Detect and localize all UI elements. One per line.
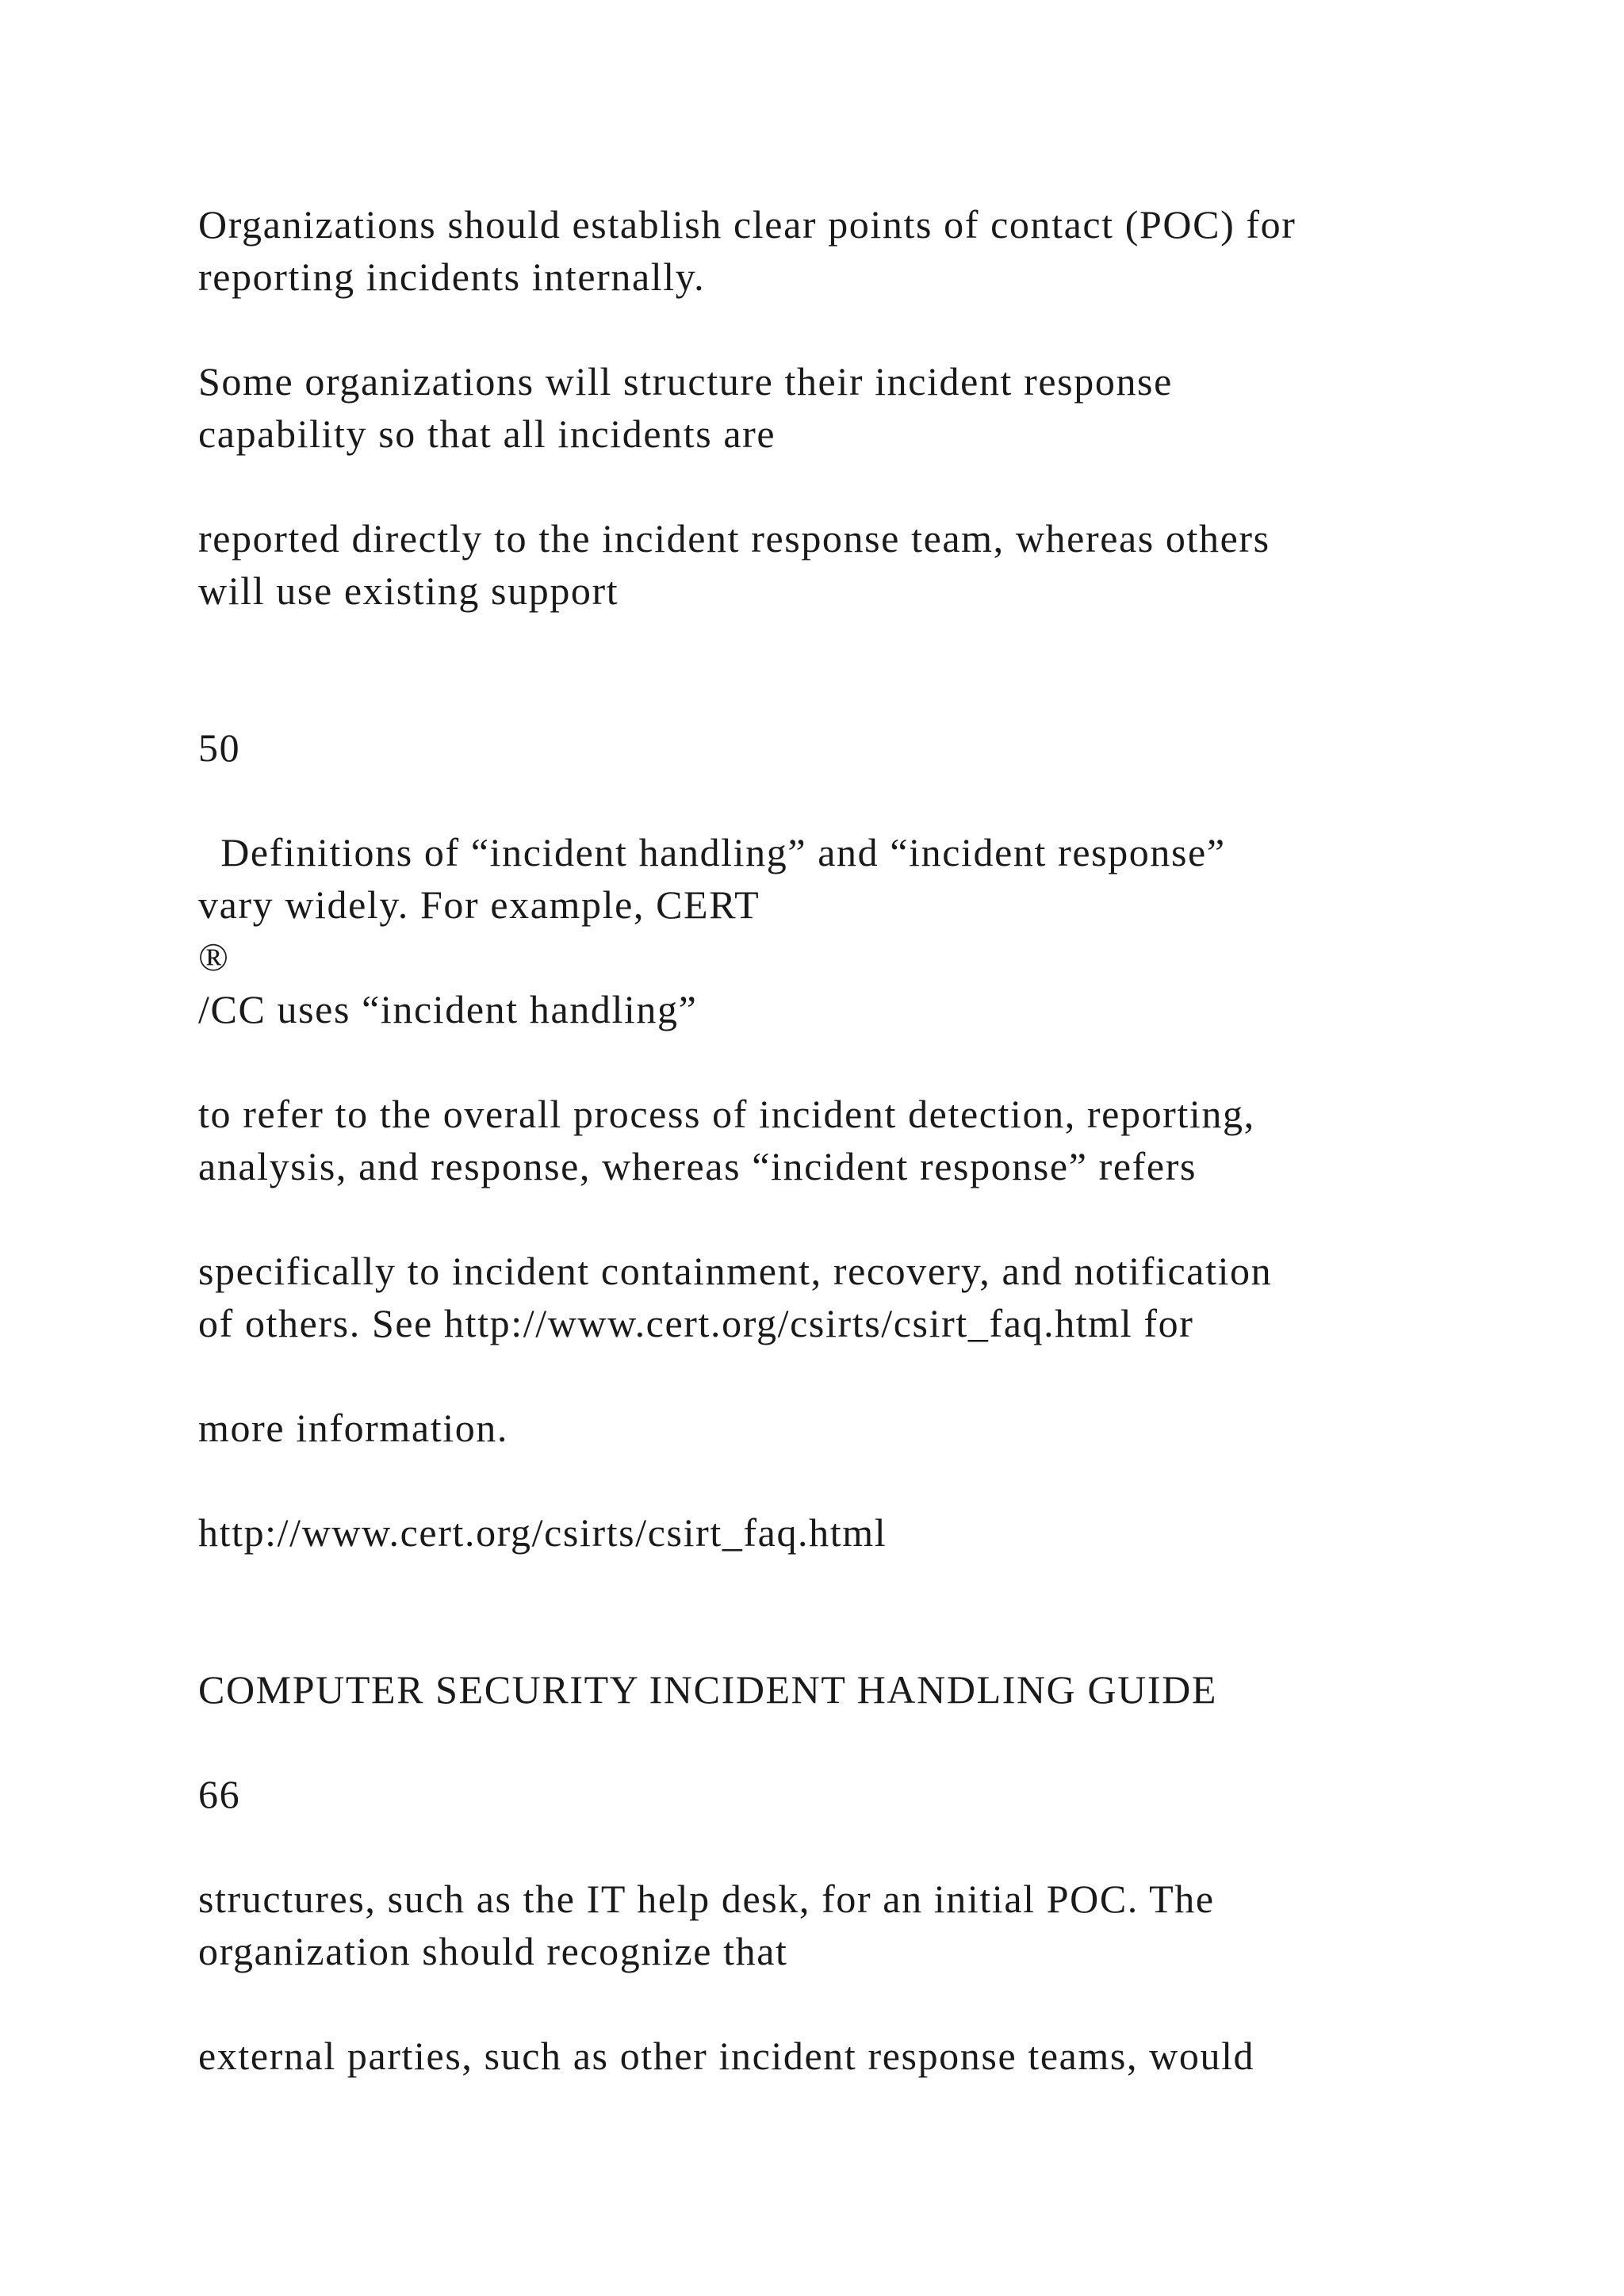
paragraph-line: capability so that all incidents are bbox=[198, 411, 776, 456]
running-header: COMPUTER SECURITY INCIDENT HANDLING GUIDE bbox=[198, 1667, 1217, 1712]
paragraph-line: reporting incidents internally. bbox=[198, 254, 706, 299]
footnote-line: vary widely. For example, CERT bbox=[198, 882, 760, 927]
footnote-line: /CC uses “incident handling” bbox=[198, 987, 698, 1031]
footnote-number: 50 bbox=[198, 725, 241, 770]
paragraph-line: Organizations should establish clear points of contact (POC) for bbox=[198, 202, 1297, 247]
paragraph-line: will use existing support bbox=[198, 568, 619, 613]
paragraph-line: structures, such as the IT help desk, for an initial POC. The bbox=[198, 1877, 1215, 1921]
paragraph-line: reported directly to the incident response team, whereas others bbox=[198, 516, 1270, 561]
paragraph-line: external parties, such as other incident response teams, would bbox=[198, 2034, 1255, 2078]
footnote-line: to refer to the overall process of incident detection, reporting, bbox=[198, 1092, 1255, 1136]
footnote-line: analysis, and response, whereas “incident response” refers bbox=[198, 1144, 1197, 1188]
paragraph-line: organization should recognize that bbox=[198, 1929, 788, 1973]
paragraph-line: Some organizations will structure their incident response bbox=[198, 359, 1173, 404]
url-line: http://www.cert.org/csirts/csirt_faq.html bbox=[198, 1510, 887, 1555]
footnote-line: of others. See http://www.cert.org/csirts/csirt_faq.html for bbox=[198, 1301, 1194, 1345]
footnote-line: specifically to incident containment, recovery, and notification bbox=[198, 1249, 1273, 1293]
page-number: 66 bbox=[198, 1772, 241, 1816]
registered-mark: ® bbox=[198, 935, 230, 979]
footnote-line: more information. bbox=[198, 1406, 508, 1450]
footnote-line: Definitions of “incident handling” and “incident response” bbox=[198, 830, 1226, 874]
